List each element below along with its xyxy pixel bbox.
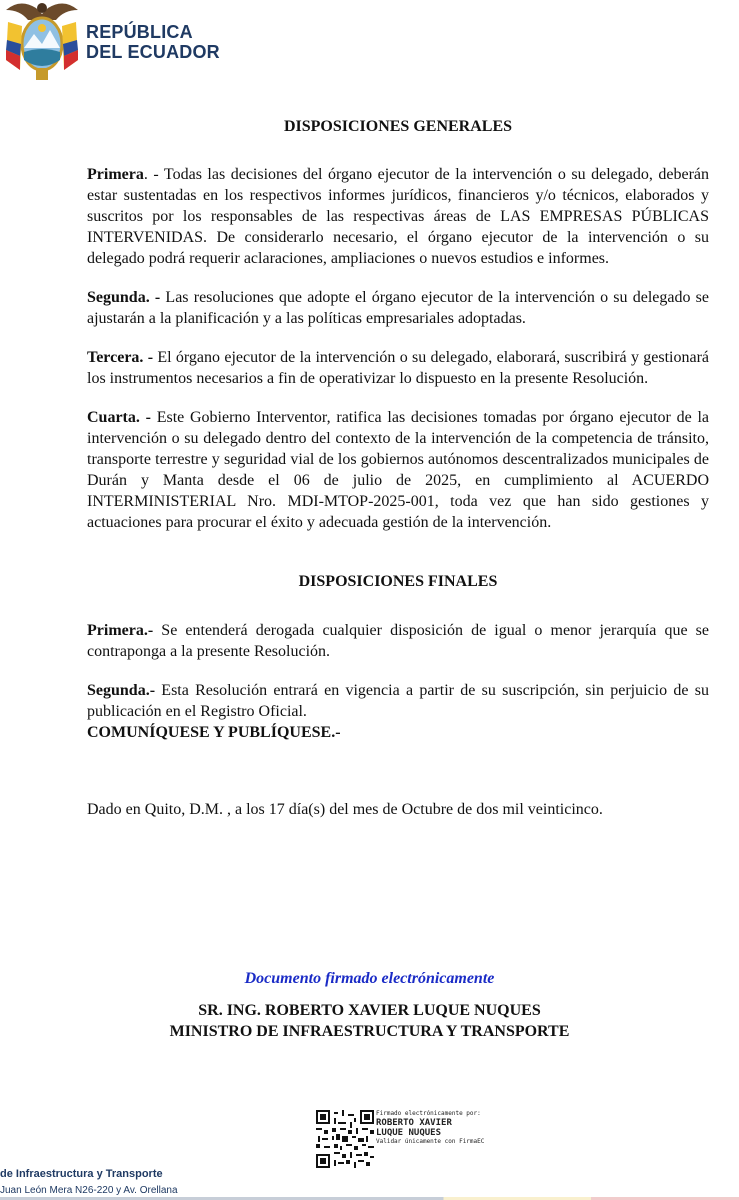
country-line-1: REPÚBLICA	[86, 22, 193, 42]
stamp-validate: Validar únicamente con FirmaEC	[376, 1138, 485, 1145]
provision-text: Se entenderá derogada cualquier disposición de igual o menor jerarquía que se contraponga a la presente Resolución.	[87, 622, 709, 660]
electronic-signature-label: Documento firmado electrónicamente	[244, 970, 495, 987]
qr-code-icon	[316, 1110, 374, 1168]
general-provision-4	[87, 407, 709, 533]
document-header	[0, 0, 739, 90]
coat-of-arms-icon	[2, 0, 82, 82]
signature-stamp-text	[376, 1110, 484, 1146]
closing-statement: COMUNÍQUESE Y PUBLÍQUESE.-	[87, 724, 341, 741]
provision-lead: Cuarta. -	[87, 409, 151, 426]
final-provision-1	[87, 620, 709, 662]
stamp-signer-line-1: ROBERTO XAVIER	[376, 1118, 452, 1128]
signatory-name: SR. ING. ROBERTO XAVIER LUQUE NUQUES	[198, 1002, 541, 1019]
provision-text: . - Todas las decisiones del órgano ejecutor de la intervención o su delegado, deberán estar sustentadas en los respectivos informes jurídicos, financieros y/o técnicos, elaborados y suscritos por los responsables de las respectivas áreas de LAS EMPRESAS PÚBLICAS INTERVENIDAS. De considerarlo necesario, el órgano ejecutor de la intervención o su delegado podrá requerir aclaraciones, ampliaciones o nuevos estudios e informes.	[87, 166, 709, 267]
country-name	[86, 22, 220, 62]
provision-text: Esta Resolución entrará en vigencia a partir de su suscripción, sin perjuicio de su publicación en el Registro Oficial.	[87, 682, 709, 720]
document-footer	[0, 1166, 178, 1200]
electronic-signature-stamp	[316, 1110, 556, 1172]
general-provision-1	[87, 164, 709, 269]
final-provisions-heading: DISPOSICIONES FINALES	[298, 573, 498, 590]
signatory	[0, 1000, 739, 1042]
document-body	[87, 116, 709, 820]
provision-lead: Segunda.-	[87, 682, 156, 699]
signatory-title: MINISTRO DE INFRAESTRUCTURA Y TRANSPORTE	[169, 1023, 570, 1040]
provision-text: El órgano ejecutor de la intervención o su delegado, elaborará, suscribirá y gestionará los instrumentos necesarios a fin de operativizar lo dispuesto en la presente Resolución.	[87, 349, 710, 387]
provision-lead: Tercera. -	[87, 349, 154, 366]
footer-address: Juan León Mera N26-220 y Av. Orellana	[0, 1185, 178, 1196]
provision-lead: Primera	[87, 166, 144, 183]
dated-line: Dado en Quito, D.M. , a los 17 día(s) del mes de Octubre de dos mil veinticinco.	[87, 801, 603, 818]
provision-text: Este Gobierno Interventor, ratifica las decisiones tomadas por órgano ejecutor de la intervención o su delegado dentro del contexto de la intervención de la competencia de tránsito, transporte terrestre y seguridad vial de los gobiernos autónomos descentralizados municipales de Durán y Manta desde el 06 de julio de 2025, en cumplimiento al ACUERDO INTERMINISTERIAL Nro. MDI-MTOP-2025-001, toda vez que han sido gestiones y actuaciones para procurar el éxito y adecuada gestión de la intervención.	[87, 409, 710, 531]
footer-ministry: de Infraestructura y Transporte	[0, 1168, 163, 1180]
general-provision-2	[87, 287, 709, 329]
stamp-caption: Firmado electrónicamente por:	[376, 1110, 481, 1117]
provision-lead: Segunda. -	[87, 289, 161, 306]
provision-lead: Primera.-	[87, 622, 154, 639]
general-provisions-heading: DISPOSICIONES GENERALES	[283, 118, 513, 135]
final-provision-2	[87, 680, 709, 722]
stamp-signer-line-2: LUQUE NUQUES	[376, 1128, 442, 1138]
provision-text: Las resoluciones que adopte el órgano ejecutor de la intervención o su delegado se ajustarán a la planificación y a las políticas empresariales adoptadas.	[87, 289, 709, 327]
country-line-2: DEL ECUADOR	[86, 42, 220, 62]
general-provision-3	[87, 347, 709, 389]
